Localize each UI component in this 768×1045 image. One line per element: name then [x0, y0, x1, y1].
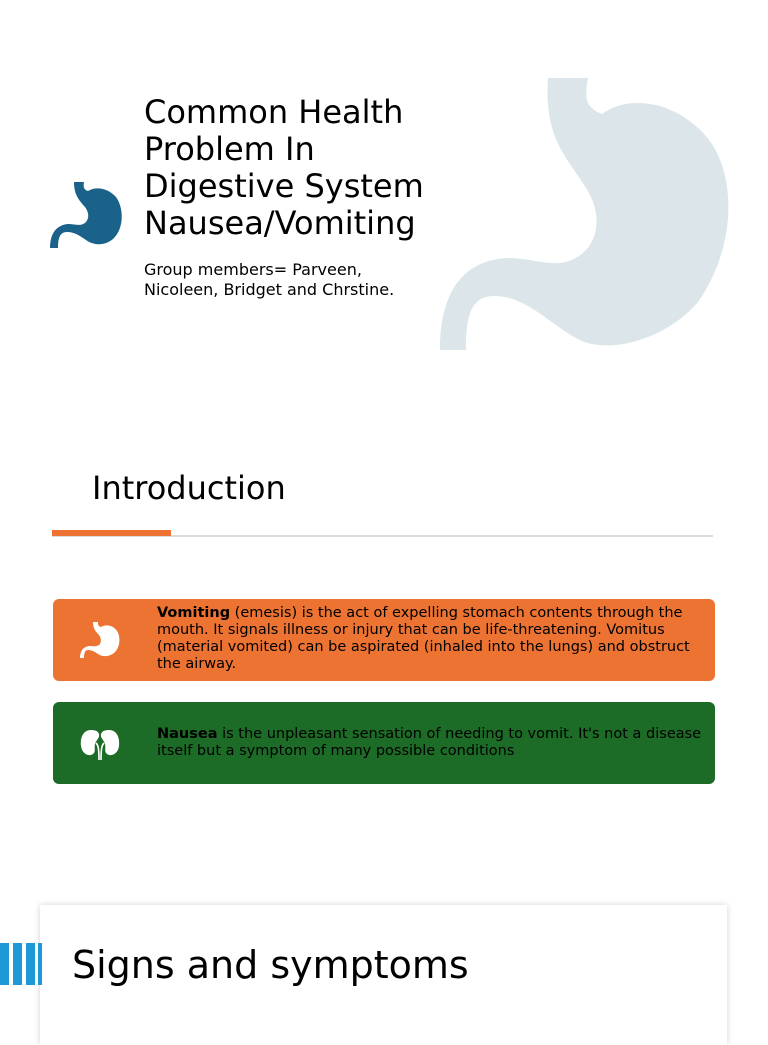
- accent-divider: [52, 530, 171, 536]
- stomach-icon: [48, 182, 124, 250]
- accent-bar: [0, 943, 9, 985]
- presentation-title: Common Health Problem In Digestive System Nausea/Vomiting: [144, 93, 424, 242]
- introduction-slide: [0, 440, 768, 810]
- group-members: Group members= Parveen, Nicoleen, Bridget and Chrstine.: [144, 260, 395, 299]
- vomiting-card: [53, 599, 715, 681]
- section-heading: Introduction: [92, 469, 286, 507]
- nausea-description: [157, 726, 709, 760]
- stomach-icon: [436, 78, 736, 350]
- kidneys-icon: [79, 724, 121, 762]
- section-heading: Signs and symptoms: [72, 943, 469, 987]
- vomiting-description: [157, 605, 709, 673]
- card-term: Nausea: [157, 726, 218, 742]
- accent-bar: [26, 943, 35, 985]
- card-body: (emesis) is the act of expelling stomach contents through the mouth. It signals illness or injury that can be life-threatening. Vomitus (material vomited) can be aspirated (inhaled into the lungs) and obstruct the airway.: [157, 605, 690, 672]
- stomach-icon: [79, 621, 121, 659]
- accent-bar: [13, 943, 22, 985]
- title-slide: [0, 0, 768, 400]
- signs-slide: [0, 905, 768, 1024]
- card-body: is the unpleasant sensation of needing to vomit. It's not a disease itself but a symptom of many possible conditions: [157, 726, 702, 759]
- accent-bars: [0, 943, 44, 985]
- nausea-card: [53, 702, 715, 784]
- accent-bar: [38, 943, 42, 985]
- card-term: Vomiting: [157, 605, 231, 621]
